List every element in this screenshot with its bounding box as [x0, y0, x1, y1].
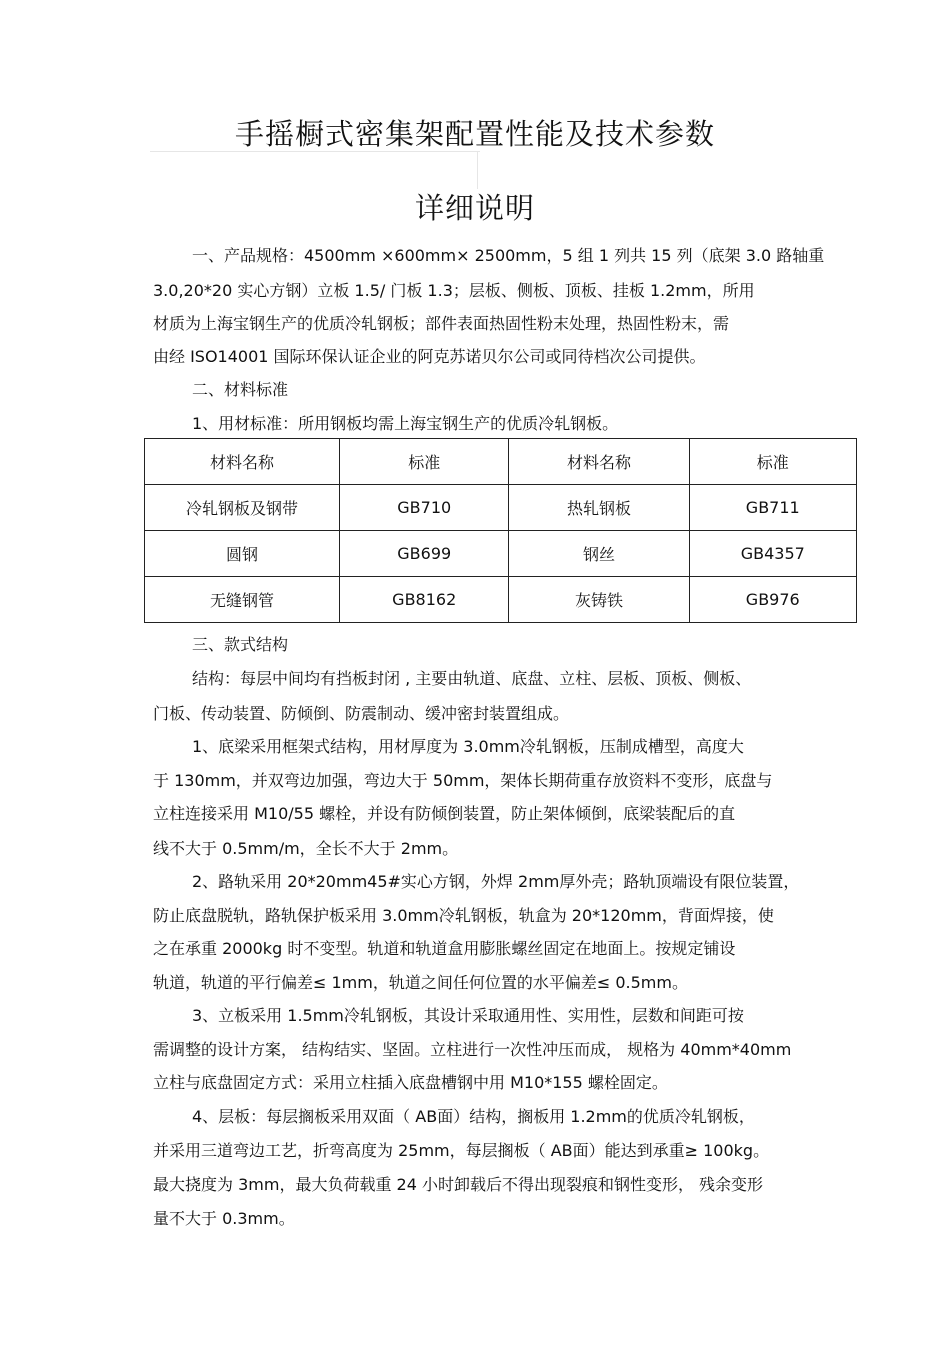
table-cell: GB711 — [689, 485, 856, 531]
table-cell: 热轧钢板 — [509, 485, 689, 531]
materials-table — [144, 438, 857, 623]
shelf-line-4: 量不大于 0.3mm。 — [153, 1209, 295, 1228]
table-cell: GB699 — [340, 531, 509, 577]
table-cell: GB8162 — [340, 577, 509, 623]
upright-line-2: 需调整的设计方案， 结构结实、坚固。立柱进行一次性冲压而成， 规格为 40mm*40mm — [153, 1040, 792, 1059]
rail-line-2: 防止底盘脱轨，路轨保护板采用 3.0mm冷轧钢板，轨盒为 20*120mm，背面焊接，使 — [153, 906, 774, 925]
table-cell: 钢丝 — [509, 531, 689, 577]
table-header-cell: 材料名称 — [509, 439, 689, 485]
upright-line-3: 立柱与底盘固定方式：采用立柱插入底盘槽钢中用 M10*155 螺栓固定。 — [153, 1073, 668, 1092]
structure-line-1: 结构：每层中间均有挡板封闭 , 主要由轨道、底盘、立柱、层板、顶板、侧板、 — [192, 669, 752, 688]
spec-line-2: 3.0,20*20 实心方钢）立板 1.5/ 门板 1.3；层板、侧板、顶板、挂板 1.2mm，所用 — [153, 281, 755, 300]
base-beam-line-3: 立柱连接采用 M10/55 螺栓，并设有防倾倒装置，防止架体倾倒，底梁装配后的直 — [153, 804, 736, 823]
shelf-line-3: 最大挠度为 3mm，最大负荷载重 24 小时卸载后不得出现裂痕和钢性变形， 残余变形 — [153, 1175, 764, 1194]
base-beam-line-2: 于 130mm，并双弯边加强，弯边大于 50mm，架体长期荷重存放资料不变形，底盘与 — [153, 771, 773, 790]
upright-line-1: 3、立板采用 1.5mm冷轧钢板，其设计采取通用性、实用性，层数和间距可按 — [192, 1006, 744, 1025]
spec-line-1: 一、产品规格：4500mm ×600mm× 2500mm，5 组 1 列共 15 列（底架 3.0 路轴重 — [192, 246, 825, 265]
section-heading-structure: 三、款式结构 — [192, 635, 289, 654]
document-title: 手摇橱式密集架配置性能及技术参数 — [234, 117, 715, 151]
table-row — [145, 577, 857, 623]
table-cell: 冷轧钢板及钢带 — [145, 485, 340, 531]
table-cell: 无缝钢管 — [145, 577, 340, 623]
table-header-cell: 标准 — [340, 439, 509, 485]
materials-standard-line: 1、用材标准：所用钢板均需上海宝钢生产的优质冷轧钢板。 — [192, 414, 619, 433]
shelf-line-1: 4、层板：每层搁板采用双面（ AB面）结构，搁板用 1.2mm的优质冷轧钢板， — [192, 1107, 755, 1126]
table-header-row — [145, 439, 857, 485]
rail-line-1: 2、路轨采用 20*20mm45#实心方钢，外焊 2mm厚外壳；路轨顶端设有限位装置， — [192, 872, 800, 891]
shelf-line-2: 并采用三道弯边工艺，折弯高度为 25mm，每层搁板（ AB面）能达到承重≥ 100kg。 — [153, 1141, 770, 1160]
spec-line-4: 由经 ISO14001 国际环保认证企业的阿克苏诺贝尔公司或同待档次公司提供。 — [153, 347, 706, 366]
rail-line-4: 轨道，轨道的平行偏差≤ 1mm，轨道之间任何位置的水平偏差≤ 0.5mm。 — [153, 973, 688, 992]
base-beam-line-4: 线不大于 0.5mm/m，全长不大于 2mm。 — [153, 839, 459, 858]
spec-line-3: 材质为上海宝钢生产的优质冷轧钢板；部件表面热固性粉末处理，热固性粉末，需 — [153, 314, 730, 333]
table-cell: GB976 — [689, 577, 856, 623]
table-cell: 圆钢 — [145, 531, 340, 577]
document-subtitle: 详细说明 — [414, 191, 535, 225]
section-heading-materials: 二、材料标准 — [192, 380, 289, 399]
table-header-cell: 标准 — [689, 439, 856, 485]
table-cell: 灰铸铁 — [509, 577, 689, 623]
table-row — [145, 531, 857, 577]
rail-line-3: 之在承重 2000kg 时不变型。轨道和轨道盒用膨胀螺丝固定在地面上。按规定铺设 — [153, 939, 736, 958]
title-divider — [150, 151, 480, 152]
table-header-cell: 材料名称 — [145, 439, 340, 485]
base-beam-line-1: 1、底梁采用框架式结构，用材厚度为 3.0mm冷轧钢板，压制成槽型，高度大 — [192, 737, 744, 756]
table-cell: GB4357 — [689, 531, 856, 577]
structure-line-2: 门板、传动装置、防倾倒、防震制动、缓冲密封装置组成。 — [153, 704, 570, 723]
table-cell: GB710 — [340, 485, 509, 531]
title-divider-vertical — [477, 151, 478, 189]
table-row — [145, 485, 857, 531]
